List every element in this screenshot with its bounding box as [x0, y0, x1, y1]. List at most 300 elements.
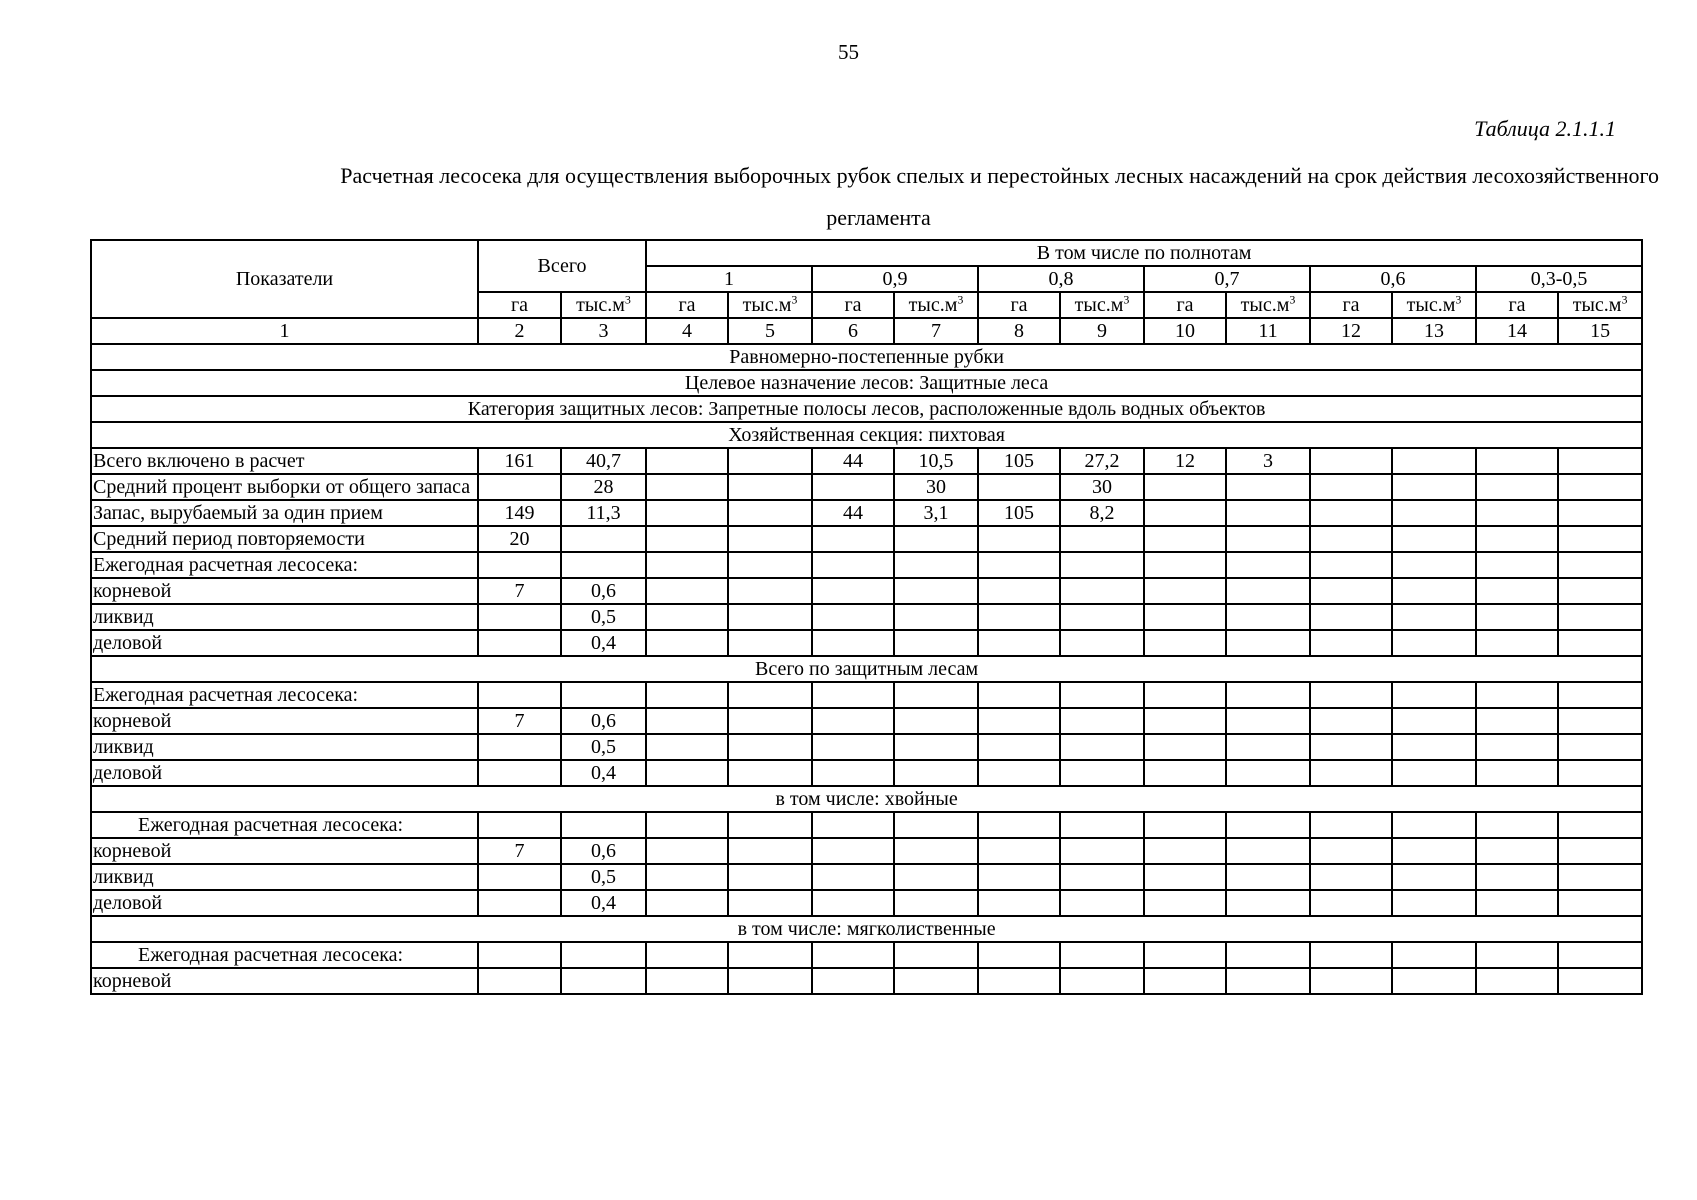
table-cell	[1558, 578, 1642, 604]
column-number: 9	[1060, 318, 1144, 344]
table-cell	[1144, 968, 1226, 994]
table-cell	[1226, 630, 1310, 656]
column-number: 15	[1558, 318, 1642, 344]
table-cell	[646, 500, 728, 526]
table-cell	[728, 526, 812, 552]
table-title-line-2: регламента	[826, 205, 931, 230]
table-cell	[1060, 838, 1144, 864]
table-cell	[812, 760, 894, 786]
table-cell	[728, 838, 812, 864]
table-cell: 0,5	[561, 864, 646, 890]
section-heading: Равномерно-постепенные рубки	[91, 344, 1642, 370]
table-cell: 11,3	[561, 500, 646, 526]
table-row	[91, 474, 1642, 500]
table-cell	[1144, 630, 1226, 656]
header-unit-volume: $тыс.м^3$	[1558, 292, 1642, 318]
table-cell	[1476, 812, 1558, 838]
table-cell	[646, 552, 728, 578]
table-cell	[561, 526, 646, 552]
section-row	[91, 916, 1642, 942]
allowable-cut-table	[90, 239, 1643, 995]
table-cell	[894, 708, 978, 734]
table-cell	[1558, 552, 1642, 578]
table-cell	[1476, 552, 1558, 578]
table-cell: 7	[478, 708, 561, 734]
table-cell	[1558, 734, 1642, 760]
header-unit-volume: $тыс.м^3$	[1060, 292, 1144, 318]
table-cell	[1060, 578, 1144, 604]
table-cell	[728, 968, 812, 994]
table-cell	[728, 500, 812, 526]
table-cell	[1226, 890, 1310, 916]
column-number: 8	[978, 318, 1060, 344]
table-cell	[1144, 500, 1226, 526]
table-cell	[1558, 604, 1642, 630]
section-row	[91, 656, 1642, 682]
table-cell	[728, 708, 812, 734]
table-cell	[978, 838, 1060, 864]
table-cell	[1476, 630, 1558, 656]
table-cell	[646, 942, 728, 968]
table-row	[91, 760, 1642, 786]
row-label: корневой	[91, 838, 478, 864]
table-cell	[812, 968, 894, 994]
table-cell	[1226, 526, 1310, 552]
table-cell	[1144, 864, 1226, 890]
table-cell	[1226, 578, 1310, 604]
table-cell	[1558, 864, 1642, 890]
table-cell	[561, 812, 646, 838]
table-cell	[978, 864, 1060, 890]
row-label: Ежегодная расчетная лесосека:	[91, 942, 478, 968]
header-indicators: Показатели	[91, 240, 478, 318]
table-row	[91, 864, 1642, 890]
section-heading: в том числе: мягколиственные	[91, 916, 1642, 942]
table-cell	[1144, 604, 1226, 630]
header-density: 0,7	[1144, 266, 1310, 292]
table-cell	[812, 838, 894, 864]
table-row	[91, 708, 1642, 734]
table-cell: 27,2	[1060, 448, 1144, 474]
table-cell	[812, 864, 894, 890]
table-cell	[1392, 552, 1476, 578]
table-cell	[978, 630, 1060, 656]
table-cell: 105	[978, 448, 1060, 474]
table-cell	[1558, 968, 1642, 994]
table-cell	[978, 526, 1060, 552]
table-cell	[1310, 526, 1392, 552]
row-label: Средний процент выборки от общего запаса	[91, 474, 478, 500]
column-number: 13	[1392, 318, 1476, 344]
row-label: деловой	[91, 890, 478, 916]
header-unit-volume: $тыс.м^3$	[728, 292, 812, 318]
table-cell	[978, 890, 1060, 916]
table-cell	[978, 734, 1060, 760]
table-cell	[894, 578, 978, 604]
table-row	[91, 500, 1642, 526]
table-cell	[1144, 760, 1226, 786]
table-cell	[646, 448, 728, 474]
section-row	[91, 396, 1642, 422]
table-cell: 0,5	[561, 734, 646, 760]
table-row	[91, 838, 1642, 864]
table-cell	[978, 578, 1060, 604]
table-cell	[1144, 578, 1226, 604]
table-cell	[1476, 760, 1558, 786]
row-label: Средний период повторяемости	[91, 526, 478, 552]
table-cell	[1392, 526, 1476, 552]
table-cell	[1144, 682, 1226, 708]
table-cell	[1060, 708, 1144, 734]
table-cell	[812, 890, 894, 916]
table-cell	[1226, 682, 1310, 708]
table-cell	[1060, 812, 1144, 838]
row-label: Ежегодная расчетная лесосека:	[91, 682, 478, 708]
table-row	[91, 448, 1642, 474]
table-cell	[1310, 942, 1392, 968]
table-cell	[1310, 812, 1392, 838]
table-row	[91, 734, 1642, 760]
table-cell	[646, 890, 728, 916]
table-cell	[1476, 968, 1558, 994]
header-unit-ha: га	[978, 292, 1060, 318]
row-label: деловой	[91, 630, 478, 656]
row-label: ликвид	[91, 734, 478, 760]
table-cell	[894, 838, 978, 864]
table-cell	[1310, 864, 1392, 890]
table-cell	[1310, 838, 1392, 864]
table-cell	[1392, 604, 1476, 630]
table-cell	[1144, 708, 1226, 734]
table-cell	[478, 812, 561, 838]
table-cell	[728, 630, 812, 656]
table-cell	[1144, 942, 1226, 968]
table-cell	[1558, 500, 1642, 526]
header-unit-volume: $тыс.м^3$	[1392, 292, 1476, 318]
column-number: 1	[91, 318, 478, 344]
table-row	[91, 552, 1642, 578]
column-number: 6	[812, 318, 894, 344]
row-label: Запас, вырубаемый за один прием	[91, 500, 478, 526]
header-unit-volume: $тыс.м^3$	[561, 292, 646, 318]
table-cell	[646, 526, 728, 552]
table-cell	[978, 942, 1060, 968]
table-cell	[1392, 474, 1476, 500]
table-cell	[1226, 500, 1310, 526]
unit-superscript: 3	[1289, 292, 1296, 306]
unit-superscript: 3	[1621, 292, 1628, 306]
table-cell	[1392, 682, 1476, 708]
section-row	[91, 422, 1642, 448]
table-cell	[1060, 890, 1144, 916]
row-label: Ежегодная расчетная лесосека:	[91, 552, 478, 578]
table-cell: 7	[478, 578, 561, 604]
column-number: 4	[646, 318, 728, 344]
table-cell	[646, 474, 728, 500]
table-cell	[1476, 682, 1558, 708]
table-cell	[1558, 812, 1642, 838]
table-cell	[1310, 552, 1392, 578]
table-cell	[478, 942, 561, 968]
table-cell	[894, 812, 978, 838]
row-label: Ежегодная расчетная лесосека:	[91, 812, 478, 838]
table-cell	[728, 552, 812, 578]
table-cell	[812, 630, 894, 656]
header-by-density: В том числе по полнотам	[646, 240, 1642, 266]
table-cell	[1060, 760, 1144, 786]
table-cell	[1476, 474, 1558, 500]
table-cell: 0,6	[561, 578, 646, 604]
table-cell	[478, 734, 561, 760]
table-cell	[1310, 500, 1392, 526]
table-cell	[812, 552, 894, 578]
table-cell	[561, 682, 646, 708]
table-cell	[1558, 760, 1642, 786]
table-cell	[978, 968, 1060, 994]
section-heading: в том числе: хвойные	[91, 786, 1642, 812]
table-cell: 3,1	[894, 500, 978, 526]
table-cell	[812, 682, 894, 708]
table-cell: 40,7	[561, 448, 646, 474]
table-cell	[1310, 604, 1392, 630]
table-body	[91, 344, 1642, 994]
section-row	[91, 344, 1642, 370]
header-density: 0,8	[978, 266, 1144, 292]
table-row	[91, 942, 1642, 968]
table-cell: 8,2	[1060, 500, 1144, 526]
table-cell	[1060, 968, 1144, 994]
table-cell	[1144, 552, 1226, 578]
column-number: 10	[1144, 318, 1226, 344]
table-cell	[1060, 734, 1144, 760]
header-unit-volume: $тыс.м^3$	[1226, 292, 1310, 318]
table-cell: 0,5	[561, 604, 646, 630]
table-cell	[1310, 682, 1392, 708]
table-cell	[812, 942, 894, 968]
table-cell	[1476, 578, 1558, 604]
table-cell	[646, 578, 728, 604]
table-cell	[894, 890, 978, 916]
table-cell	[894, 864, 978, 890]
page-number: 55	[838, 40, 859, 64]
table-cell	[1226, 968, 1310, 994]
table-cell	[1558, 474, 1642, 500]
table-cell	[1392, 708, 1476, 734]
table-cell	[646, 682, 728, 708]
table-cell	[646, 838, 728, 864]
table-cell	[1060, 526, 1144, 552]
table-cell	[1558, 630, 1642, 656]
header-density: 1	[646, 266, 812, 292]
table-cell: 20	[478, 526, 561, 552]
table-cell: 0,6	[561, 838, 646, 864]
table-header	[91, 240, 1642, 344]
table-cell	[1392, 448, 1476, 474]
table-cell	[728, 812, 812, 838]
table-cell	[728, 942, 812, 968]
table-cell: 161	[478, 448, 561, 474]
table-cell	[978, 552, 1060, 578]
table-cell	[894, 630, 978, 656]
table-title-line-1: Расчетная лесосека для осуществления выборочных рубок спелых и перестойных лесных насаждений на срок действия лесохозяйственного	[340, 163, 1659, 188]
table-cell	[1060, 630, 1144, 656]
table-cell	[646, 630, 728, 656]
table-cell	[978, 604, 1060, 630]
table-cell	[1144, 890, 1226, 916]
table-cell	[978, 474, 1060, 500]
table-cell	[1226, 708, 1310, 734]
table-cell	[894, 942, 978, 968]
row-label: корневой	[91, 708, 478, 734]
table-cell	[646, 708, 728, 734]
table-cell	[478, 968, 561, 994]
header-density: 0,9	[812, 266, 978, 292]
table-cell	[478, 760, 561, 786]
table-cell	[646, 864, 728, 890]
unit-superscript: 3	[1123, 292, 1130, 306]
table-cell: 44	[812, 448, 894, 474]
table-cell	[1226, 552, 1310, 578]
column-number: 14	[1476, 318, 1558, 344]
table-row	[91, 526, 1642, 552]
table-cell	[894, 968, 978, 994]
table-row	[91, 630, 1642, 656]
table-cell	[1060, 604, 1144, 630]
header-unit-ha: га	[1476, 292, 1558, 318]
table-cell	[1226, 474, 1310, 500]
table-cell	[478, 682, 561, 708]
table-cell	[978, 682, 1060, 708]
table-cell: 0,4	[561, 630, 646, 656]
table-cell	[646, 734, 728, 760]
table-cell	[1226, 734, 1310, 760]
table-cell	[894, 604, 978, 630]
table-cell	[728, 760, 812, 786]
table-cell	[978, 760, 1060, 786]
unit-superscript: 3	[957, 292, 964, 306]
section-heading: Категория защитных лесов: Запретные полосы лесов, расположенные вдоль водных объектов	[91, 396, 1642, 422]
table-cell: 12	[1144, 448, 1226, 474]
table-cell	[978, 708, 1060, 734]
unit-superscript: 3	[791, 292, 798, 306]
unit-superscript: 3	[1455, 292, 1462, 306]
table-cell	[1392, 630, 1476, 656]
row-label: Всего включено в расчет	[91, 448, 478, 474]
table-cell	[812, 734, 894, 760]
header-density: 0,6	[1310, 266, 1476, 292]
table-cell	[1476, 604, 1558, 630]
section-heading: Хозяйственная секция: пихтовая	[91, 422, 1642, 448]
table-cell	[1226, 760, 1310, 786]
table-cell: 44	[812, 500, 894, 526]
table-cell	[1558, 526, 1642, 552]
table-cell	[1476, 864, 1558, 890]
row-label: ликвид	[91, 864, 478, 890]
table-cell	[561, 942, 646, 968]
table-cell	[978, 812, 1060, 838]
table-cell	[1476, 526, 1558, 552]
table-cell	[646, 968, 728, 994]
table-row	[91, 682, 1642, 708]
table-cell	[894, 734, 978, 760]
header-unit-ha: га	[812, 292, 894, 318]
table-cell: 28	[561, 474, 646, 500]
table-cell	[1226, 604, 1310, 630]
column-number: 5	[728, 318, 812, 344]
row-label: ликвид	[91, 604, 478, 630]
table-cell	[1226, 942, 1310, 968]
table-cell	[1310, 734, 1392, 760]
section-heading: Целевое назначение лесов: Защитные леса	[91, 370, 1642, 396]
row-label: корневой	[91, 578, 478, 604]
table-cell	[1226, 864, 1310, 890]
table-cell: 30	[1060, 474, 1144, 500]
table-cell	[561, 552, 646, 578]
section-row	[91, 786, 1642, 812]
table-cell	[1060, 552, 1144, 578]
table-cell	[728, 448, 812, 474]
table-row	[91, 890, 1642, 916]
table-cell	[1060, 942, 1144, 968]
table-cell	[478, 890, 561, 916]
row-label: деловой	[91, 760, 478, 786]
table-cell	[1226, 838, 1310, 864]
table-cell	[646, 760, 728, 786]
header-unit-ha: га	[1310, 292, 1392, 318]
table-cell	[1392, 734, 1476, 760]
table-cell	[478, 474, 561, 500]
table-cell	[1310, 968, 1392, 994]
table-cell	[728, 890, 812, 916]
table-title	[90, 155, 1667, 239]
table-cell	[728, 604, 812, 630]
table-cell: 149	[478, 500, 561, 526]
table-cell	[478, 552, 561, 578]
table-cell	[478, 604, 561, 630]
table-cell	[894, 682, 978, 708]
column-number: 12	[1310, 318, 1392, 344]
table-cell	[1476, 734, 1558, 760]
header-column-numbers	[91, 318, 1642, 344]
table-cell	[1144, 734, 1226, 760]
table-cell	[1558, 838, 1642, 864]
table-row	[91, 604, 1642, 630]
table-cell	[478, 630, 561, 656]
table-cell	[1476, 448, 1558, 474]
section-heading: Всего по защитным лесам	[91, 656, 1642, 682]
header-density: 0,3-0,5	[1476, 266, 1642, 292]
column-number: 7	[894, 318, 978, 344]
table-cell	[1310, 448, 1392, 474]
header-unit-volume: $тыс.м^3$	[894, 292, 978, 318]
table-cell	[1392, 500, 1476, 526]
table-cell	[1558, 682, 1642, 708]
table-cell	[894, 526, 978, 552]
table-cell	[1310, 630, 1392, 656]
table-cell	[1558, 890, 1642, 916]
column-number: 2	[478, 318, 561, 344]
table-label: Таблица 2.1.1.1	[1474, 116, 1616, 141]
table-cell: 0,4	[561, 760, 646, 786]
table-cell	[728, 578, 812, 604]
table-cell	[812, 474, 894, 500]
table-cell	[728, 682, 812, 708]
table-cell	[646, 812, 728, 838]
table-cell	[1060, 864, 1144, 890]
unit-superscript: 3	[624, 292, 631, 306]
table-cell	[812, 526, 894, 552]
table-row	[91, 968, 1642, 994]
